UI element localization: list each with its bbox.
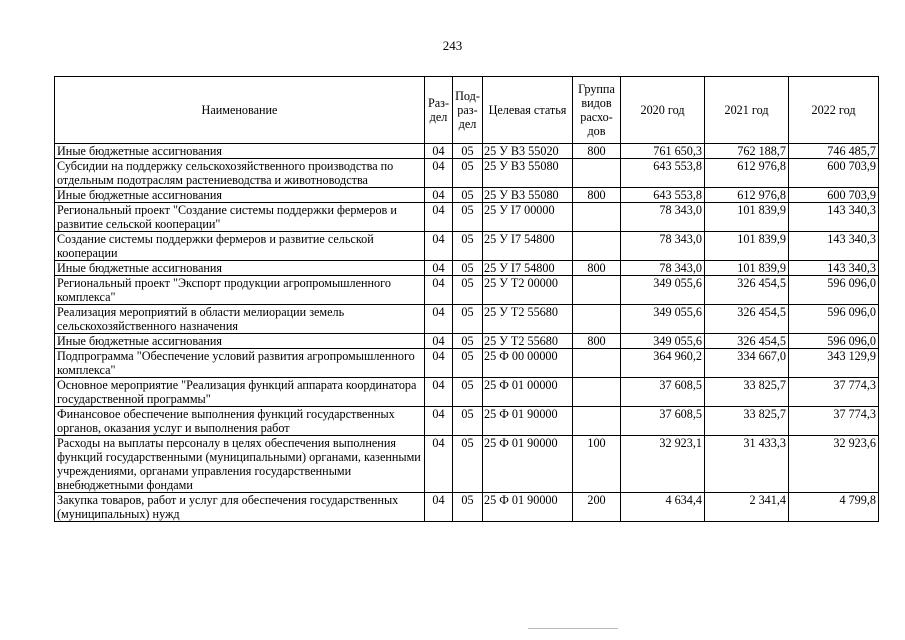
row-expense-group: 200 bbox=[573, 493, 621, 522]
row-value-2020: 37 608,5 bbox=[621, 407, 705, 436]
row-razdel: 04 bbox=[425, 305, 453, 334]
row-podrazdel: 05 bbox=[453, 436, 483, 493]
row-razdel: 04 bbox=[425, 144, 453, 159]
row-value-2020: 78 343,0 bbox=[621, 232, 705, 261]
row-target-article: 25 У В3 55020 bbox=[483, 144, 573, 159]
row-target-article: 25 У I7 54800 bbox=[483, 261, 573, 276]
row-value-2022: 4 799,8 bbox=[789, 493, 879, 522]
row-value-2020: 349 055,6 bbox=[621, 305, 705, 334]
header-row bbox=[55, 77, 879, 144]
row-podrazdel: 05 bbox=[453, 232, 483, 261]
row-expense-group bbox=[573, 305, 621, 334]
row-expense-group: 100 bbox=[573, 436, 621, 493]
table-row bbox=[55, 334, 879, 349]
row-expense-group: 800 bbox=[573, 261, 621, 276]
row-name: Региональный проект "Создание системы поддержки фермеров и развитие сельской кооперации" bbox=[55, 203, 425, 232]
row-expense-group bbox=[573, 378, 621, 407]
row-target-article: 25 Ф 00 00000 bbox=[483, 349, 573, 378]
row-podrazdel: 05 bbox=[453, 261, 483, 276]
row-expense-group: 800 bbox=[573, 334, 621, 349]
footer-scan-mark bbox=[528, 628, 618, 635]
row-value-2021: 101 839,9 bbox=[705, 203, 789, 232]
row-name: Иные бюджетные ассигнования bbox=[55, 261, 425, 276]
row-value-2020: 78 343,0 bbox=[621, 203, 705, 232]
row-target-article: 25 У I7 00000 bbox=[483, 203, 573, 232]
row-value-2021: 31 433,3 bbox=[705, 436, 789, 493]
row-name: Закупка товаров, работ и услуг для обеспечения государственных (муниципальных) нужд bbox=[55, 493, 425, 522]
table-row bbox=[55, 378, 879, 407]
row-target-article: 25 У I7 54800 bbox=[483, 232, 573, 261]
header-podrazdel: Под-раз-дел bbox=[453, 77, 483, 144]
row-value-2021: 612 976,8 bbox=[705, 188, 789, 203]
table-row bbox=[55, 203, 879, 232]
row-value-2021: 101 839,9 bbox=[705, 261, 789, 276]
header-year-2021: 2021 год bbox=[705, 77, 789, 144]
row-name: Создание системы поддержки фермеров и развитие сельской кооперации bbox=[55, 232, 425, 261]
row-value-2021: 33 825,7 bbox=[705, 378, 789, 407]
row-podrazdel: 05 bbox=[453, 349, 483, 378]
row-expense-group bbox=[573, 159, 621, 188]
row-name: Иные бюджетные ассигнования bbox=[55, 188, 425, 203]
row-razdel: 04 bbox=[425, 203, 453, 232]
row-value-2022: 32 923,6 bbox=[789, 436, 879, 493]
row-value-2021: 326 454,5 bbox=[705, 305, 789, 334]
row-podrazdel: 05 bbox=[453, 276, 483, 305]
row-podrazdel: 05 bbox=[453, 493, 483, 522]
header-target-article: Целевая статья bbox=[483, 77, 573, 144]
row-value-2022: 596 096,0 bbox=[789, 276, 879, 305]
row-value-2020: 37 608,5 bbox=[621, 378, 705, 407]
row-value-2021: 101 839,9 bbox=[705, 232, 789, 261]
row-value-2021: 33 825,7 bbox=[705, 407, 789, 436]
row-value-2022: 143 340,3 bbox=[789, 203, 879, 232]
row-name: Иные бюджетные ассигнования bbox=[55, 334, 425, 349]
row-razdel: 04 bbox=[425, 261, 453, 276]
row-target-article: 25 Ф 01 90000 bbox=[483, 407, 573, 436]
table-row bbox=[55, 188, 879, 203]
row-expense-group: 800 bbox=[573, 144, 621, 159]
row-value-2020: 643 553,8 bbox=[621, 188, 705, 203]
row-value-2022: 143 340,3 bbox=[789, 232, 879, 261]
page-number: 243 bbox=[442, 38, 463, 53]
row-name: Расходы на выплаты персоналу в целях обеспечения выполнения функций государственными (муниципальными) органами, казенными учреждениями, органами управления государственными внебюджетными фондами bbox=[55, 436, 425, 493]
row-value-2021: 326 454,5 bbox=[705, 334, 789, 349]
budget-table bbox=[54, 76, 879, 522]
row-value-2020: 643 553,8 bbox=[621, 159, 705, 188]
row-name: Финансовое обеспечение выполнения функций государственных органов, оказания услуг и выполнения работ bbox=[55, 407, 425, 436]
row-value-2022: 596 096,0 bbox=[789, 334, 879, 349]
row-value-2020: 78 343,0 bbox=[621, 261, 705, 276]
row-razdel: 04 bbox=[425, 334, 453, 349]
row-target-article: 25 У Т2 55680 bbox=[483, 305, 573, 334]
table-row bbox=[55, 436, 879, 493]
row-razdel: 04 bbox=[425, 493, 453, 522]
row-value-2020: 364 960,2 bbox=[621, 349, 705, 378]
row-podrazdel: 05 bbox=[453, 407, 483, 436]
row-value-2022: 143 340,3 bbox=[789, 261, 879, 276]
row-razdel: 04 bbox=[425, 378, 453, 407]
row-target-article: 25 Ф 01 90000 bbox=[483, 436, 573, 493]
table-row bbox=[55, 276, 879, 305]
header-razdel: Раз-дел bbox=[425, 77, 453, 144]
row-target-article: 25 Ф 01 90000 bbox=[483, 493, 573, 522]
row-podrazdel: 05 bbox=[453, 305, 483, 334]
row-target-article: 25 У Т2 00000 bbox=[483, 276, 573, 305]
row-value-2022: 746 485,7 bbox=[789, 144, 879, 159]
table-row bbox=[55, 144, 879, 159]
row-razdel: 04 bbox=[425, 159, 453, 188]
row-name: Иные бюджетные ассигнования bbox=[55, 144, 425, 159]
row-expense-group bbox=[573, 203, 621, 232]
table-row bbox=[55, 407, 879, 436]
row-razdel: 04 bbox=[425, 232, 453, 261]
row-name: Реализация мероприятий в области мелиорации земель сельскохозяйственного назначения bbox=[55, 305, 425, 334]
row-value-2020: 349 055,6 bbox=[621, 276, 705, 305]
row-expense-group bbox=[573, 349, 621, 378]
row-value-2022: 37 774,3 bbox=[789, 407, 879, 436]
row-target-article: 25 Ф 01 00000 bbox=[483, 378, 573, 407]
row-value-2022: 596 096,0 bbox=[789, 305, 879, 334]
row-value-2020: 349 055,6 bbox=[621, 334, 705, 349]
row-podrazdel: 05 bbox=[453, 144, 483, 159]
row-razdel: 04 bbox=[425, 188, 453, 203]
row-razdel: 04 bbox=[425, 349, 453, 378]
table-row bbox=[55, 159, 879, 188]
row-razdel: 04 bbox=[425, 407, 453, 436]
row-podrazdel: 05 bbox=[453, 203, 483, 232]
table-body bbox=[55, 144, 879, 522]
row-value-2021: 612 976,8 bbox=[705, 159, 789, 188]
row-value-2021: 762 188,7 bbox=[705, 144, 789, 159]
row-value-2021: 326 454,5 bbox=[705, 276, 789, 305]
row-value-2020: 761 650,3 bbox=[621, 144, 705, 159]
row-value-2020: 32 923,1 bbox=[621, 436, 705, 493]
header-year-2020: 2020 год bbox=[621, 77, 705, 144]
row-name: Подпрограмма "Обеспечение условий развития агропромышленного комплекса" bbox=[55, 349, 425, 378]
row-value-2022: 600 703,9 bbox=[789, 159, 879, 188]
row-name: Региональный проект "Экспорт продукции агропромышленного комплекса" bbox=[55, 276, 425, 305]
row-expense-group bbox=[573, 276, 621, 305]
row-razdel: 04 bbox=[425, 436, 453, 493]
row-expense-group bbox=[573, 407, 621, 436]
table-row bbox=[55, 305, 879, 334]
row-target-article: 25 У В3 55080 bbox=[483, 159, 573, 188]
row-value-2021: 2 341,4 bbox=[705, 493, 789, 522]
row-target-article: 25 У Т2 55680 bbox=[483, 334, 573, 349]
row-podrazdel: 05 bbox=[453, 159, 483, 188]
table-row bbox=[55, 232, 879, 261]
row-podrazdel: 05 bbox=[453, 334, 483, 349]
header-year-2022: 2022 год bbox=[789, 77, 879, 144]
row-name: Субсидии на поддержку сельскохозяйственного производства по отдельным подотраслям растениеводства и животноводства bbox=[55, 159, 425, 188]
row-value-2021: 334 667,0 bbox=[705, 349, 789, 378]
row-name: Основное мероприятие "Реализация функций аппарата координатора государственной программы" bbox=[55, 378, 425, 407]
row-value-2022: 37 774,3 bbox=[789, 378, 879, 407]
row-value-2022: 343 129,9 bbox=[789, 349, 879, 378]
row-value-2020: 4 634,4 bbox=[621, 493, 705, 522]
header-expense-group: Группа видов расхо-дов bbox=[573, 77, 621, 144]
row-podrazdel: 05 bbox=[453, 378, 483, 407]
table-row bbox=[55, 349, 879, 378]
table-row bbox=[55, 261, 879, 276]
row-expense-group: 800 bbox=[573, 188, 621, 203]
table-row bbox=[55, 493, 879, 522]
header-name: Наименование bbox=[55, 77, 425, 144]
row-target-article: 25 У В3 55080 bbox=[483, 188, 573, 203]
row-expense-group bbox=[573, 232, 621, 261]
row-podrazdel: 05 bbox=[453, 188, 483, 203]
row-razdel: 04 bbox=[425, 276, 453, 305]
row-value-2022: 600 703,9 bbox=[789, 188, 879, 203]
